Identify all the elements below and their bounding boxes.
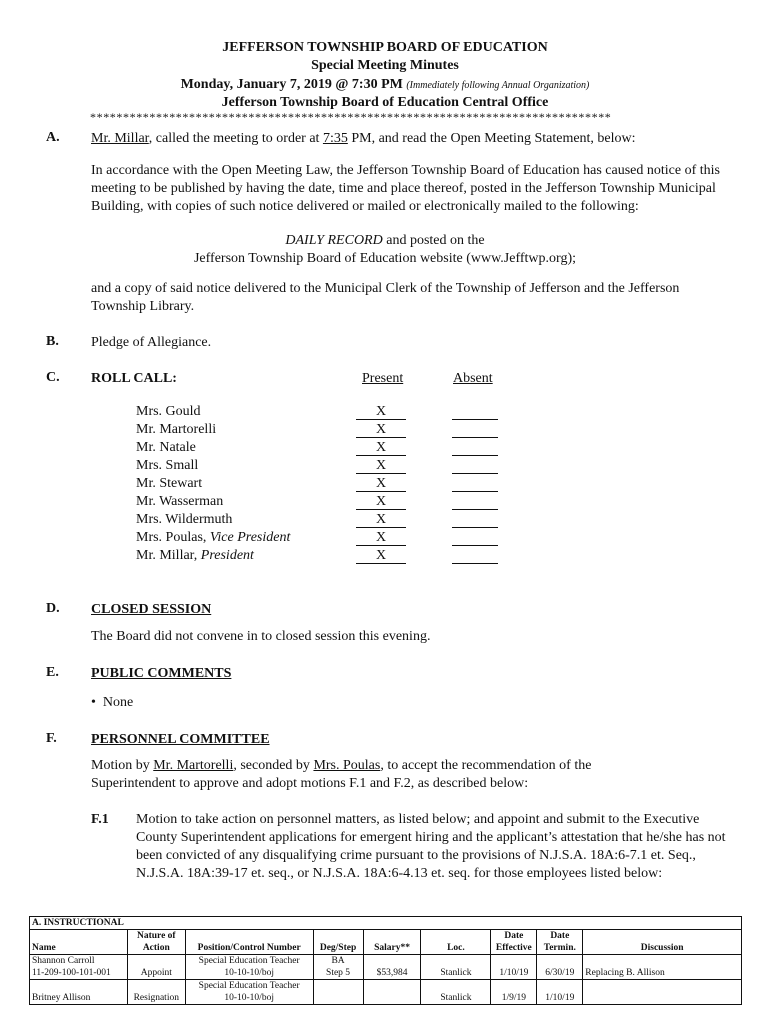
col-loc: Loc.	[421, 930, 491, 955]
cell-deg	[313, 980, 363, 1005]
closed-session-text: The Board did not convene in to closed session this evening.	[91, 629, 431, 644]
personnel-table	[29, 916, 742, 1005]
f1-label: F.1	[91, 812, 109, 827]
section-e-letter: E.	[46, 665, 59, 680]
member-name: Mrs. Gould	[136, 404, 201, 419]
mover-name: Mr. Martorelli	[153, 758, 234, 773]
call-text-1: , called the meeting to order at	[148, 131, 323, 146]
absent-blank	[452, 476, 498, 492]
open-meeting-statement: In accordance with the Open Meeting Law, the Jefferson Township Board of Education has caused notice of this meeting to be published by having the date, time and place thereof, posted in the Jefferson Township Municipal Building, with copies of such notice delivered or mailed or electronically mailed to the following:	[91, 163, 720, 214]
table-title-row	[30, 917, 742, 930]
present-mark: X	[356, 530, 406, 546]
posted-text: and posted on the	[382, 233, 485, 248]
daily-record-line	[0, 232, 770, 250]
absent-blank	[452, 458, 498, 474]
closed-session-title: CLOSED SESSION	[91, 602, 212, 617]
present-mark: X	[356, 404, 406, 420]
member-name: Mr. Stewart	[136, 476, 203, 491]
section-f-letter: F.	[46, 731, 57, 746]
member-name: Mr. Wasserman	[136, 494, 224, 509]
present-mark: X	[356, 494, 406, 510]
cell-eff: 1/10/19	[491, 955, 537, 980]
section-a-letter: A.	[46, 130, 60, 145]
cell-name: Shannon Carroll 11-209-100-101-001	[30, 955, 128, 980]
doc-title: JEFFERSON TOWNSHIP BOARD OF EDUCATION	[222, 40, 548, 55]
col-date-eff: Date Effective	[491, 930, 537, 955]
meeting-location: Jefferson Township Board of Education Central Office	[221, 95, 549, 110]
notice-paragraph: and a copy of said notice delivered to the Municipal Clerk of the Township of Jefferson and the Jefferson Township Library.	[91, 281, 680, 314]
present-mark: X	[356, 440, 406, 456]
call-time: 7:35	[322, 131, 348, 146]
cell-position: Special Education Teacher 10-10-10/boj	[185, 955, 313, 980]
absent-blank	[452, 548, 498, 564]
col-name: Name	[30, 930, 128, 955]
member-name: Mrs. Small	[136, 458, 199, 473]
col-deg: Deg/Step	[313, 930, 363, 955]
table-row	[30, 980, 742, 1005]
cell-position: Special Education Teacher 10-10-10/boj	[185, 980, 313, 1005]
doc-subtitle: Special Meeting Minutes	[311, 58, 459, 73]
pledge-text: Pledge of Allegiance.	[91, 335, 212, 350]
present-mark: X	[356, 512, 406, 528]
section-a-call	[91, 130, 731, 148]
member-name: Mr. Martorelli	[136, 422, 217, 437]
absent-blank	[452, 530, 498, 546]
present-mark: X	[356, 458, 406, 474]
cell-loc: Stanlick	[421, 955, 491, 980]
table-row	[30, 955, 742, 980]
call-text-2: PM, and read the Open Meeting Statement, below:	[347, 131, 636, 146]
table-title: A. INSTRUCTIONAL	[30, 917, 742, 930]
cell-term: 6/30/19	[537, 955, 583, 980]
section-b-letter: B.	[46, 334, 59, 349]
cell-name: Britney Allison	[30, 980, 128, 1005]
col-salary: Salary**	[363, 930, 421, 955]
meeting-date	[0, 77, 770, 93]
col-date-term: Date Termin.	[537, 930, 583, 955]
website-line: Jefferson Township Board of Education website (www.Jefftwp.org);	[193, 251, 576, 266]
cell-discussion	[583, 980, 742, 1005]
present-mark: X	[356, 548, 406, 564]
present-mark: X	[356, 476, 406, 492]
present-label: Present	[362, 371, 404, 386]
member-name: Mr. Millar, President	[136, 548, 254, 563]
roll-call-title: ROLL CALL:	[91, 371, 177, 386]
f1-text: Motion to take action on personnel matters, as listed below; and appoint and submit to the Executive County Superintendent applications for emergent hiring and the applicant’s attestation that he/she has not been convicted of any disqualifying crime pursuant to the provisions of N.J.S.A. 18A:6-7.1 et. Seq., N.J.S.A. 18A:39-17 et. seq., or N.J.S.A. 18A:6-4.13 et. seq. for those employees listed below:	[136, 812, 726, 881]
absent-blank	[452, 422, 498, 438]
cell-nature: Appoint	[127, 955, 185, 980]
section-d-letter: D.	[46, 601, 60, 616]
absent-blank	[452, 440, 498, 456]
cell-salary	[363, 980, 421, 1005]
section-c-letter: C.	[46, 370, 60, 385]
col-position: Position/Control Number	[185, 930, 313, 955]
cell-loc: Stanlick	[421, 980, 491, 1005]
member-name: Mr. Natale	[136, 440, 196, 455]
date-note: (Immediately following Annual Organization)	[406, 80, 590, 91]
absent-label: Absent	[453, 371, 493, 386]
col-nature: Nature of Action	[127, 930, 185, 955]
public-comments-bullet	[91, 694, 133, 712]
bullet-icon: •	[91, 695, 96, 710]
member-name: Mrs. Wildermuth	[136, 512, 233, 527]
bullet-text: None	[102, 695, 134, 710]
cell-term: 1/10/19	[537, 980, 583, 1005]
cell-eff: 1/9/19	[491, 980, 537, 1005]
present-mark: X	[356, 422, 406, 438]
seconder-name: Mrs. Poulas	[313, 758, 381, 773]
personnel-title: PERSONNEL COMMITTEE	[91, 732, 270, 747]
col-discussion: Discussion	[583, 930, 742, 955]
table-header-row	[30, 930, 742, 955]
absent-blank	[452, 512, 498, 528]
absent-blank	[452, 404, 498, 420]
caller-name: Mr. Millar	[91, 131, 149, 146]
public-comments-title: PUBLIC COMMENTS	[91, 666, 232, 681]
daily-record: DAILY RECORD	[285, 233, 383, 248]
cell-nature: Resignation	[127, 980, 185, 1005]
cell-discussion: Replacing B. Allison	[583, 955, 742, 980]
absent-blank	[452, 494, 498, 510]
star-divider: *******************************************************************************	[90, 110, 612, 124]
date-line: Monday, January 7, 2019 @ 7:30 PM	[180, 77, 403, 92]
cell-deg: BA Step 5	[313, 955, 363, 980]
personnel-motion: Motion by Mr. Martorelli, seconded by Mrs. Poulas, to accept the recommendation of the Superintendent to approve and adopt motions F.1 and F.2, as described below:	[91, 758, 592, 791]
cell-salary: $53,984	[363, 955, 421, 980]
member-name: Mrs. Poulas, Vice President	[136, 530, 291, 545]
